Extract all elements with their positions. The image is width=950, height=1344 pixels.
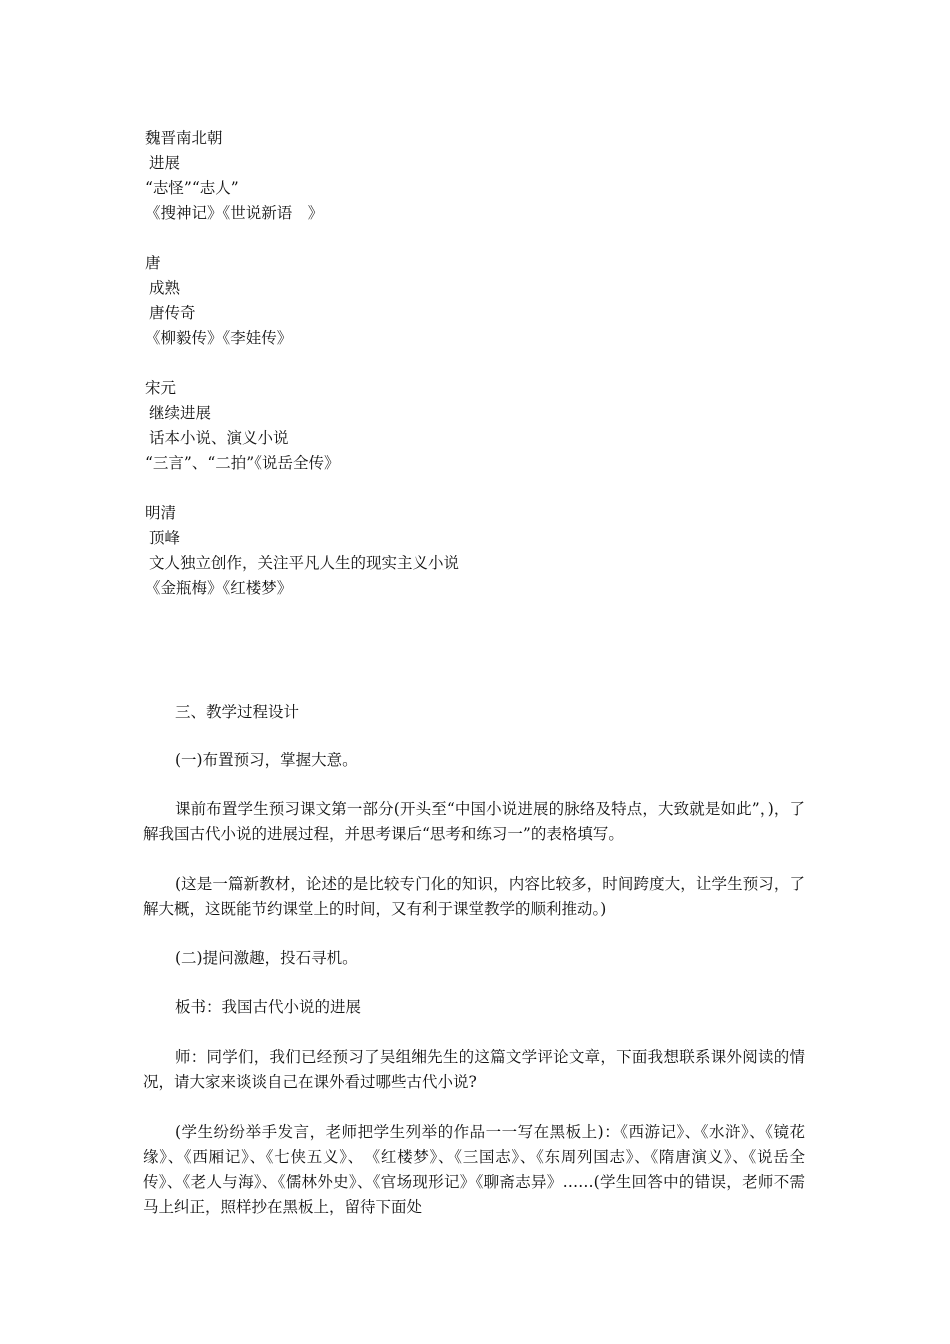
- era-label: 明清: [145, 504, 177, 522]
- body-paragraph: 师：同学们，我们已经预习了吴组缃先生的这篇文学评论文章，下面我想联系课外阅读的情况，请大家来谈谈自己在课外看过哪些古代小说?: [143, 1048, 805, 1091]
- era-label: 唐: [145, 254, 161, 272]
- works-label: 《搜神记》《世说新语 》: [145, 204, 324, 222]
- works-label: 《柳毅传》《李娃传》: [145, 329, 293, 347]
- genre-label: 文人独立创作，关注平凡人生的现实主义小说: [149, 554, 460, 572]
- genre-label: 唐传奇: [149, 304, 196, 322]
- works-label: 《金瓶梅》《红楼梦》: [145, 579, 293, 597]
- subsection-heading: (二)提问激趣，投石寻机。: [175, 949, 358, 967]
- stage-label: 成熟: [149, 279, 181, 297]
- era-label: 魏晋南北朝: [145, 129, 223, 147]
- subsection-heading: (一)布置预习，掌握大意。: [175, 751, 358, 769]
- era-label: 宋元: [145, 379, 177, 397]
- stage-label: 进展: [149, 154, 181, 172]
- section-heading: 三、教学过程设计: [175, 703, 300, 721]
- board-note: 板书：我国古代小说的进展: [175, 998, 362, 1016]
- genre-label: 话本小说、演义小说: [149, 429, 289, 447]
- body-paragraph: (学生纷纷举手发言，老师把学生列举的作品一一写在黑板上)：《西游记》、《水浒》、《镜花缘》、《西厢记》、《七侠五义》、 《红楼梦》、《三国志》、《东周列国志》、《隋唐演义》、《说岳全传》、《老人与海》、《儒林外史》、《官场现形记》《聊斋志异》……(学生回答中的错误，老师不需马上纠正，照样抄在黑板上，留待下面处: [143, 1123, 805, 1216]
- genre-label: “志怪”“志人”: [145, 179, 239, 197]
- works-label: “三言”、“二拍”《说岳全传》: [145, 454, 340, 472]
- stage-label: 继续进展: [149, 404, 212, 422]
- body-paragraph: 课前布置学生预习课文第一部分(开头至“中国小说进展的脉络及特点，大致就是如此”，)，了解我国古代小说的进展过程，并思考课后“思考和练习一”的表格填写。: [143, 800, 805, 843]
- stage-label: 顶峰: [149, 529, 181, 547]
- body-paragraph: (这是一篇新教材，论述的是比较专门化的知识，内容比较多，时间跨度大，让学生预习，了解大概，这既能节约课堂上的时间，又有利于课堂教学的顺利推动。): [143, 875, 805, 918]
